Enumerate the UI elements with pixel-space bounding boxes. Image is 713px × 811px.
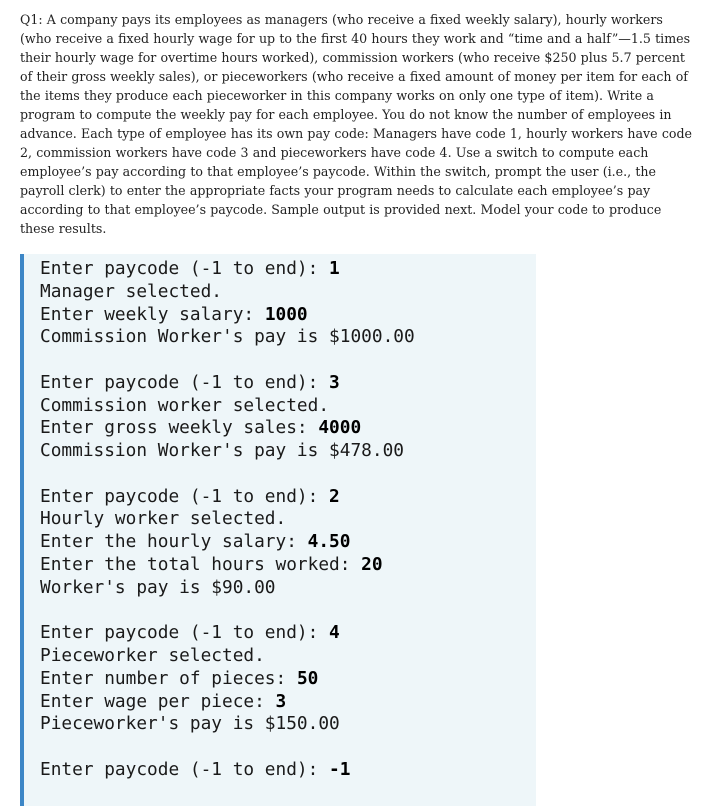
user-input: 4.50 — [307, 531, 351, 553]
console-line — [40, 304, 536, 327]
user-input: 1 — [329, 258, 340, 279]
prompt-text: Enter gross weekly sales: — [40, 417, 319, 439]
console-line — [40, 531, 536, 554]
console-line — [40, 691, 536, 714]
console-line — [40, 326, 536, 349]
user-input: 1000 — [264, 303, 308, 325]
console-line — [40, 440, 536, 463]
console-line — [40, 577, 536, 600]
user-input: 3 — [275, 690, 287, 712]
user-input: 20 — [361, 553, 383, 575]
prompt-text: Enter paycode (-1 to end): — [40, 622, 330, 644]
output-text: Hourly worker selected. — [40, 508, 287, 530]
console-line — [40, 508, 536, 531]
session-block — [40, 258, 536, 349]
session-block — [40, 759, 536, 782]
console-line — [40, 372, 536, 395]
prompt-text: Enter the total hours worked: — [40, 553, 362, 575]
user-input: -1 — [329, 758, 351, 780]
user-input: 3 — [329, 371, 340, 393]
prompt-text: Enter paycode (-1 to end): — [40, 758, 330, 780]
session-block — [40, 486, 536, 600]
output-text: Commission Worker's pay is $478.00 — [40, 440, 404, 462]
output-text: Pieceworker selected. — [40, 644, 265, 666]
user-input: 4 — [329, 622, 340, 644]
output-text: Pieceworker's pay is $150.00 — [40, 713, 340, 735]
output-text: Manager selected. — [40, 280, 222, 302]
prompt-text: Enter number of pieces: — [40, 667, 297, 689]
user-input: 4000 — [318, 417, 362, 439]
session-block — [40, 622, 536, 736]
question-text: Q1: A company pays its employees as managers (who receive a fixed weekly salary), hourly workers (who receive a fixed hourly wage for up to the first 40 hours they work and “time and a half”—1.5 times their hourly wage for overtime hours worked), commission workers (who receive $250 plus 5.7 percent of their gross weekly sales), or pieceworkers (who receive a fixed amount of money per item for each of the items they produce each pieceworker in this company works on only one type of item). Write a program to compute the weekly pay for each employee. You do not know the number of employees in advance. Each type of employee has its own pay code: Managers have code 1, hourly workers have code 2, commission workers have code 3 and pieceworkers have code 4. Use a switch to compute each employee’s pay according to that employee’s paycode. Within the switch, prompt the user (i.e., the payroll clerk) to enter the appropriate facts your program needs to calculate each employee’s pay according to that employee’s paycode. Sample output is provided next. Model your code to produce these results. — [20, 12, 692, 236]
console-line — [40, 417, 536, 440]
console-line — [40, 759, 536, 782]
console-line — [40, 258, 536, 281]
console-line — [40, 554, 536, 577]
prompt-text: Enter the hourly salary: — [40, 531, 308, 553]
prompt-text: Enter wage per piece: — [40, 690, 276, 712]
prompt-text: Enter paycode (-1 to end): — [40, 258, 330, 279]
console-line — [40, 713, 536, 736]
prompt-text: Enter paycode (-1 to end): — [40, 371, 330, 393]
session-block — [40, 372, 536, 463]
console-line — [40, 395, 536, 418]
console-line — [40, 645, 536, 668]
console-line — [40, 668, 536, 691]
output-text: Commission Worker's pay is $1000.00 — [40, 326, 415, 348]
output-text: Commission worker selected. — [40, 394, 330, 416]
console-line — [40, 622, 536, 645]
prompt-text: Enter weekly salary: — [40, 303, 265, 325]
sample-output-console — [20, 254, 536, 806]
user-input: 50 — [296, 667, 319, 689]
output-text: Worker's pay is $90.00 — [40, 576, 276, 598]
console-line — [40, 486, 536, 509]
prompt-text: Enter paycode (-1 to end): — [40, 485, 330, 507]
console-line — [40, 281, 536, 304]
user-input: 2 — [329, 485, 340, 507]
